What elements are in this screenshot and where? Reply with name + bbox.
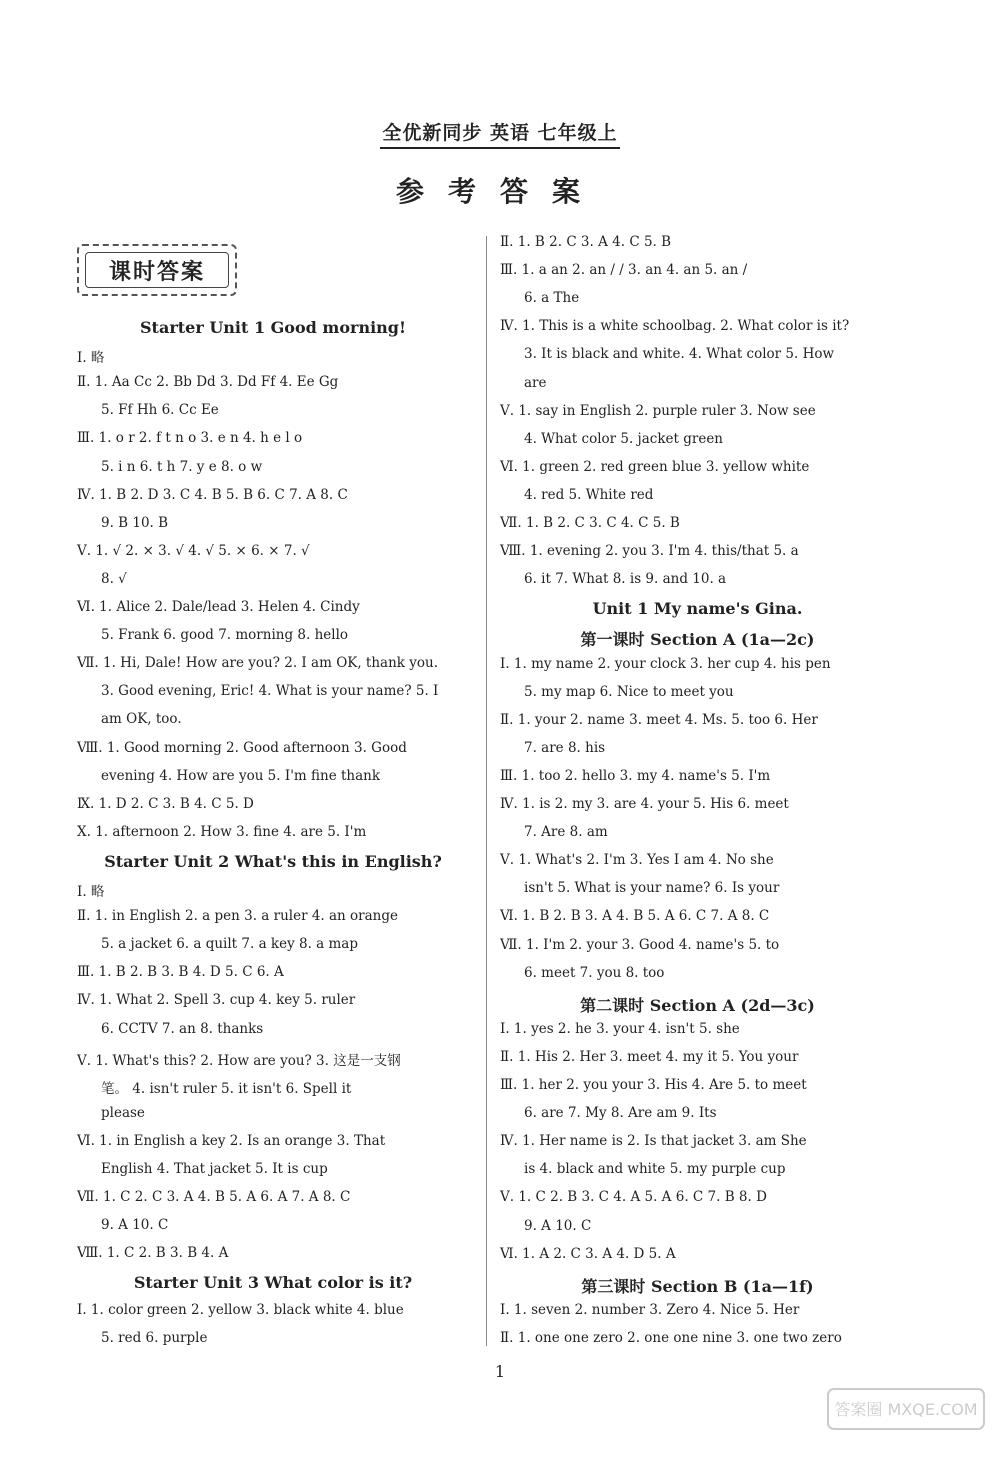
answer-line: 4. What color 5. jacket green	[524, 430, 724, 447]
answer-line: isn't 5. What is your name? 6. Is your	[524, 880, 780, 897]
answer-line: Ⅳ. 1. is 2. my 3. are 4. your 5. His 6. meet	[500, 796, 789, 812]
answer-line: Ⅰ. 1. seven 2. number 3. Zero 4. Nice 5. Her	[500, 1301, 800, 1318]
answer-line: Ⅵ. 1. green 2. red green blue 3. yellow white	[500, 458, 810, 475]
answer-line: 笔。 4. isn't ruler 5. it isn't 6. Spell it	[101, 1080, 352, 1097]
answer-line: Ⅴ. 1. What's this? 2. How are you? 3. 这是一支钢	[77, 1052, 401, 1069]
section-heading: Starter Unit 1 Good morning!	[140, 318, 406, 337]
section-heading: Starter Unit 3 What color is it?	[133, 1273, 413, 1293]
answer-line: Ⅰ. 1. my name 2. your clock 3. her cup 4. his pen	[500, 655, 831, 672]
answer-line: please	[101, 1104, 145, 1121]
answer-line: Ⅳ. 1. What 2. Spell 3. cup 4. key 5. ruler	[77, 992, 356, 1009]
book-header: 全优新同步 英语 七年级上	[0, 118, 1000, 149]
answer-line: 6. are 7. My 8. Are am 9. Its	[524, 1105, 717, 1122]
answer-line: Ⅰ. 略	[77, 350, 105, 367]
answer-line: Ⅸ. 1. D 2. C 3. B 4. C 5. D	[77, 795, 254, 812]
answer-line: 5. red 6. purple	[101, 1329, 208, 1346]
answer-line: 6. a The	[524, 290, 580, 307]
answer-line: Ⅲ. 1. her 2. you your 3. His 4. Are 5. to meet	[500, 1077, 807, 1093]
answer-line: Ⅶ. 1. I'm 2. your 3. Good 4. name's 5. to	[500, 936, 780, 953]
answer-line: Ⅶ. 1. B 2. C 3. C 4. C 5. B	[500, 515, 680, 531]
page-title: 参考答案	[395, 175, 604, 208]
answer-line: Ⅷ. 1. evening 2. you 3. I'm 4. this/that 5. a	[500, 543, 799, 560]
answer-line: Ⅴ. 1. C 2. B 3. C 4. A 5. A 6. C 7. B 8. D	[500, 1189, 767, 1206]
section-badge-label: 课时答案	[85, 252, 229, 288]
answer-line: Ⅵ. 1. A 2. C 3. A 4. D 5. A	[500, 1245, 676, 1262]
page-number: 1	[494, 1362, 506, 1381]
answer-line: Ⅲ. 1. B 2. B 3. B 4. D 5. C 6. A	[77, 964, 284, 981]
section-heading: 第三课时 Section B (1a—1f)	[581, 1276, 814, 1296]
answer-line: 5. my map 6. Nice to meet you	[524, 683, 734, 700]
answer-line: Ⅱ. 1. His 2. Her 3. meet 4. my it 5. You your	[500, 1048, 799, 1065]
answer-line: is 4. black and white 5. my purple cup	[524, 1161, 786, 1178]
column-divider	[486, 236, 487, 1346]
answer-line: Ⅵ. 1. Alice 2. Dale/lead 3. Helen 4. Cindy	[77, 599, 360, 615]
answer-line: Ⅶ. 1. Hi, Dale! How are you? 2. I am OK, thank you.	[77, 655, 438, 672]
section-badge	[77, 244, 237, 296]
answer-line: 5. a jacket 6. a quilt 7. a key 8. a map	[101, 936, 358, 953]
answer-line: am OK, too.	[101, 711, 182, 728]
answer-line: 5. i n 6. t h 7. y e 8. o w	[101, 458, 263, 475]
answer-line: 3. Good evening, Eric! 4. What is your name? 5. I	[101, 683, 439, 700]
answer-line: 7. Are 8. am	[524, 824, 608, 841]
answer-line: Ⅳ. 1. Her name is 2. Is that jacket 3. am She	[500, 1133, 807, 1150]
answer-line: English 4. That jacket 5. It is cup	[101, 1161, 328, 1177]
answer-line: 8. √	[101, 570, 127, 587]
section-heading: Unit 1 My name's Gina.	[592, 599, 803, 619]
answer-line: Ⅷ. 1. C 2. B 3. B 4. A	[77, 1245, 229, 1262]
answer-line: Ⅱ. 1. in English 2. a pen 3. a ruler 4. an orange	[77, 908, 398, 925]
answer-line: 6. meet 7. you 8. too	[524, 964, 665, 981]
answer-line: Ⅰ. 1. yes 2. he 3. your 4. isn't 5. she	[500, 1020, 740, 1037]
answer-line: 6. it 7. What 8. is 9. and 10. a	[524, 571, 727, 588]
answer-line: Ⅰ. 1. color green 2. yellow 3. black white 4. blue	[77, 1301, 404, 1318]
answer-line: Ⅱ. 1. your 2. name 3. meet 4. Ms. 5. too 6. Her	[500, 711, 818, 728]
answer-line: 9. A 10. C	[101, 1217, 169, 1234]
answer-line: 9. A 10. C	[524, 1217, 592, 1234]
watermark-text: 答案圈 MXQE.COM	[834, 1400, 978, 1419]
answer-line: Ⅴ. 1. √ 2. × 3. √ 4. √ 5. × 6. × 7. √	[77, 542, 310, 559]
answer-line: Ⅶ. 1. C 2. C 3. A 4. B 5. A 6. A 7. A 8. C	[77, 1189, 351, 1206]
answer-line: Ⅴ. 1. say in English 2. purple ruler 3. Now see	[500, 402, 816, 419]
answer-line: Ⅲ. 1. too 2. hello 3. my 4. name's 5. I'm	[500, 767, 771, 784]
answer-line: 6. CCTV 7. an 8. thanks	[101, 1020, 264, 1037]
answer-line: evening 4. How are you 5. I'm fine thank	[101, 767, 381, 784]
answer-line: 5. Frank 6. good 7. morning 8. hello	[101, 627, 349, 644]
answer-line: are	[524, 374, 547, 391]
answer-line: Ⅰ. 略	[77, 884, 105, 900]
watermark-logo	[826, 1385, 986, 1445]
section-heading: Starter Unit 2 What's this in English?	[104, 851, 442, 871]
answer-line: Ⅳ. 1. B 2. D 3. C 4. B 5. B 6. C 7. A 8. C	[77, 486, 348, 503]
answer-line: Ⅱ. 1. B 2. C 3. A 4. C 5. B	[500, 234, 672, 250]
answer-line: 7. are 8. his	[524, 739, 606, 756]
answer-line: Ⅴ. 1. What's 2. I'm 3. Yes I am 4. No she	[500, 852, 774, 869]
section-heading: 第一课时 Section A (1a—2c)	[580, 630, 815, 650]
answer-line: Ⅱ. 1. one one zero 2. one one nine 3. one two zero	[500, 1329, 842, 1346]
answer-line: Ⅲ. 1. o r 2. f t n o 3. e n 4. h e l o	[77, 430, 303, 447]
answer-line: 3. It is black and white. 4. What color 5. How	[524, 346, 835, 363]
answer-line: Ⅱ. 1. Aa Cc 2. Bb Dd 3. Dd Ff 4. Ee Gg	[77, 374, 339, 391]
answer-line: Ⅳ. 1. This is a white schoolbag. 2. What color is it?	[500, 318, 850, 335]
answer-line: 9. B 10. B	[101, 514, 169, 531]
section-heading: 第二课时 Section A (2d—3c)	[580, 995, 815, 1015]
answer-line: Ⅹ. 1. afternoon 2. How 3. fine 4. are 5. I'm	[77, 823, 367, 840]
answer-line: 4. red 5. White red	[524, 486, 654, 503]
answer-line: Ⅲ. 1. a an 2. an / / 3. an 4. an 5. an /	[500, 262, 748, 279]
answer-line: 5. Ff Hh 6. Cc Ee	[101, 402, 219, 419]
answer-line: Ⅵ. 1. in English a key 2. Is an orange 3. That	[77, 1132, 386, 1149]
answer-line: Ⅵ. 1. B 2. B 3. A 4. B 5. A 6. C 7. A 8. C	[500, 908, 770, 925]
answer-line: Ⅷ. 1. Good morning 2. Good afternoon 3. Good	[77, 739, 407, 756]
